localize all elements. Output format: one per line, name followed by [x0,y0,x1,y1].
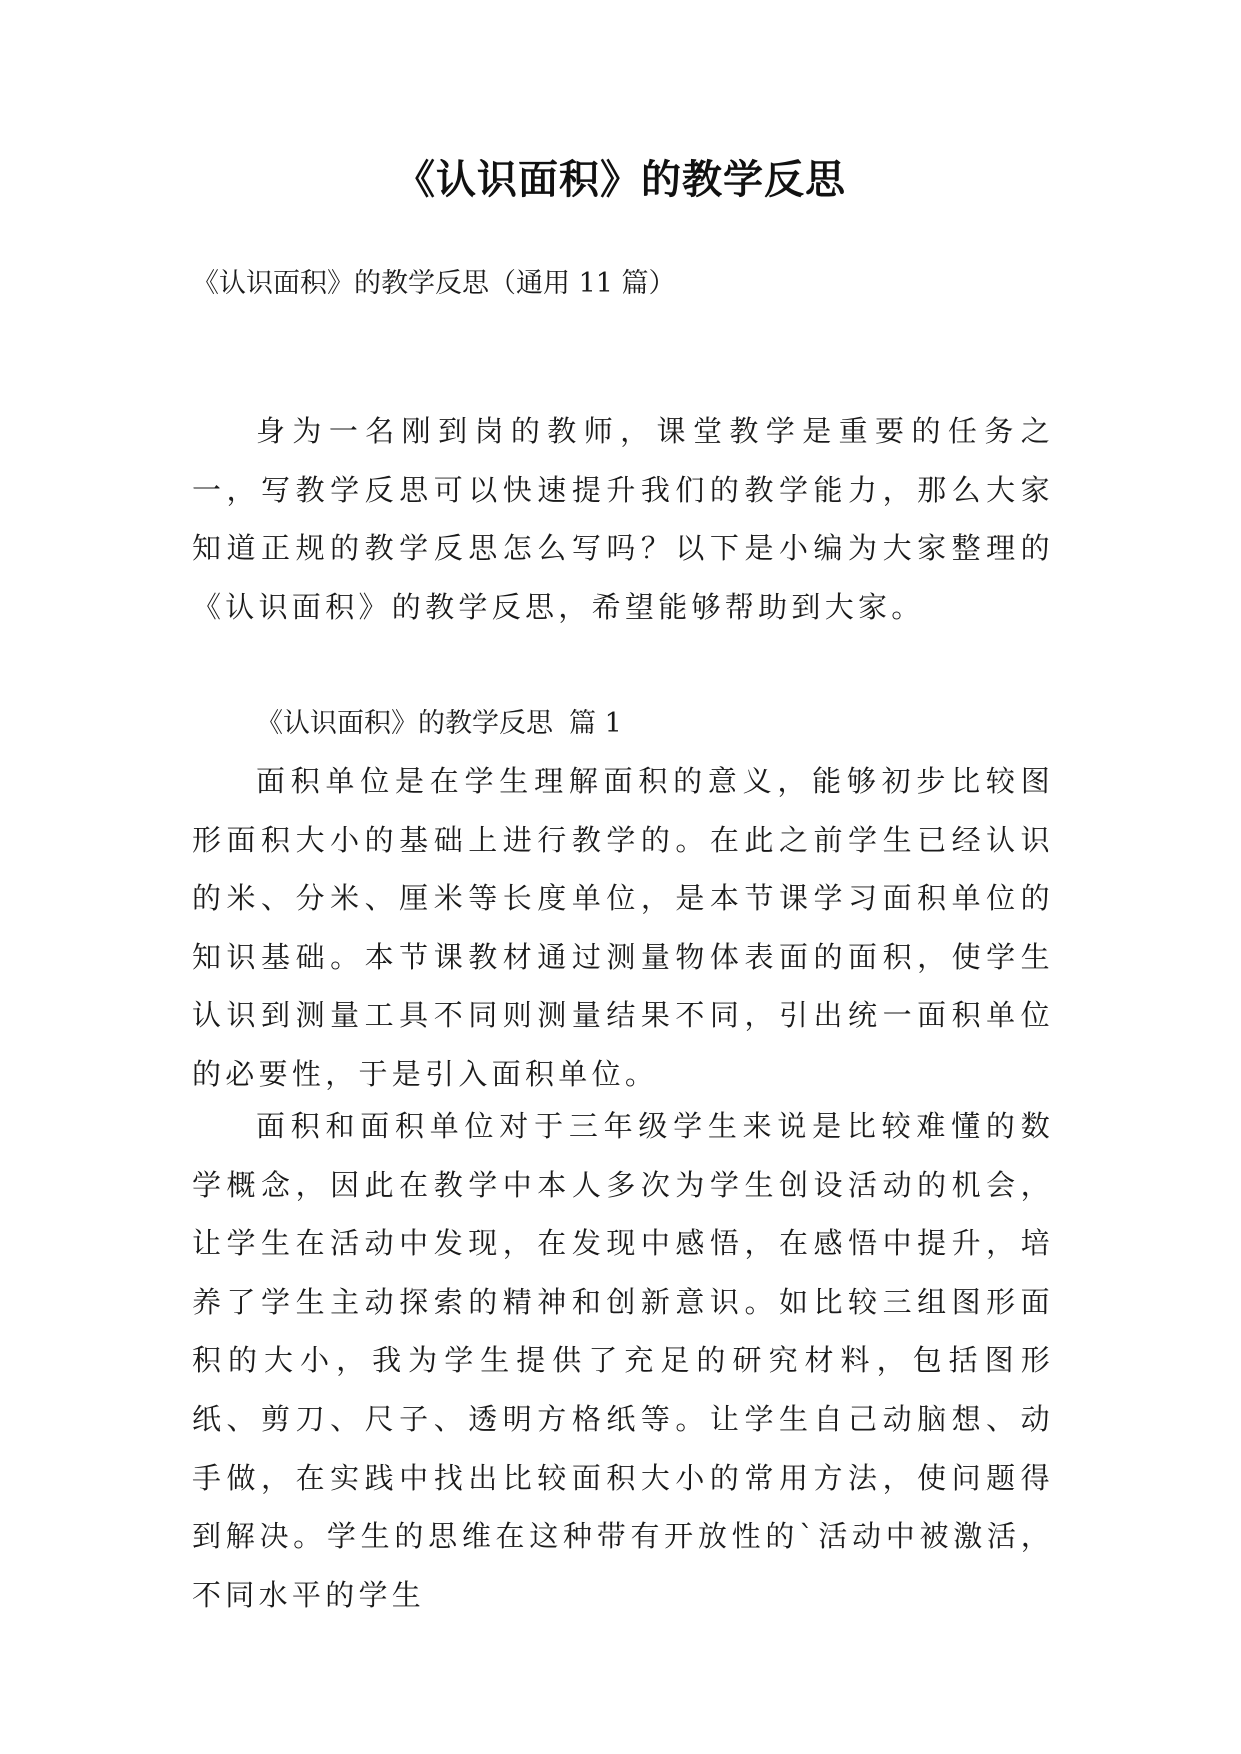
document-title: 《认识面积》的教学反思 [395,157,846,203]
body-paragraph: 面积和面积单位对于三年级学生来说是比较难懂的数学概念，因此在教学中本人多次为学生创设活动的机会，让学生在活动中发现，在发现中感悟，在感悟中提升，培养了学生主动探索的精神和创新意识。如比较三组图形面积的大小，我为学生提供了充足的研究材料，包括图形纸、剪刀、尺子、透明方格纸等。让学生自己动脑想、动手做，在实践中找出比较面积大小的常用方法，使问题得到解决。学生的思维在这种带有开放性的`活动中被激活，不同水平的学生 [192,1109,1054,1612]
section-heading [256,702,1036,746]
section-heading-title: 《认识面积》的教学反思 [256,708,553,739]
document-subtitle: 《认识面积》的教学反思（通用 11 篇） [192,268,676,299]
intro-paragraph: 身为一名刚到岗的教师，课堂教学是重要的任务之一，写教学反思可以快速提升我们的教学能力，那么大家知道正规的教学反思怎么写吗？以下是小编为大家整理的《认识面积》的教学反思，希望能够帮助到大家。 [192,414,1054,624]
section-heading-label: 篇 1 [569,708,622,739]
body-paragraph: 面积单位是在学生理解面积的意义，能够初步比较图形面积大小的基础上进行教学的。在此之前学生已经认识的米、分米、厘米等长度单位，是本节课学习面积单位的知识基础。本节课教材通过测量物体表面的面积，使学生认识到测量工具不同则测量结果不同，引出统一面积单位的必要性，于是引入面积单位。 [192,764,1054,1091]
